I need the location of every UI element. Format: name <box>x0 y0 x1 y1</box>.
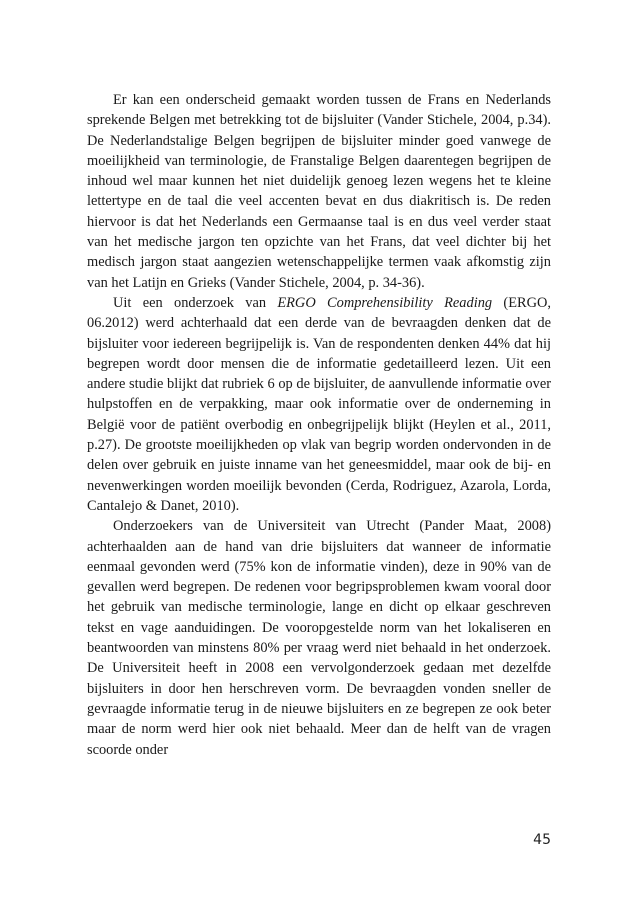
paragraph-2-intro: Uit een onderzoek van <box>113 294 278 311</box>
paragraph-2 <box>87 293 551 516</box>
page-body <box>87 90 551 760</box>
paragraph-3: Onderzoekers van de Universiteit van Utrecht (Pander Maat, 2008) achterhaalden aan de hand van drie bijsluiters dat wanneer de informatie eenmaal gevonden werd (75% kon de informatie vinden), deze in 90% van de gevallen werd begrepen. De redenen voor begripsproblemen kwam vooral door het gebruik van medische terminologie, lange en dicht op elkaar geschreven tekst en vage aanduidingen. De vooropgestelde norm van het lokaliseren en beantwoorden van minstens 80% per vraag werd niet behaald in het onderzoek. De Universiteit heeft in 2008 een vervolgonderzoek gedaan met dezelfde bijsluiters in door hen herschreven vorm. De bevraagden vonden sneller de gevraagde informatie terug in de nieuwe bijsluiters en ze begrepen ze ook beter maar de norm werd hier ook niet behaald. Meer dan de helft van de vragen scoorde onder <box>87 518 551 758</box>
study-title: ERGO Comprehensibility Reading <box>277 294 493 311</box>
paragraph-1: Er kan een onderscheid gemaakt worden tussen de Frans en Nederlands sprekende Belgen met betrekking tot de bijsluiter (Vander Stichele, 2004, p.34). De Nederlandstalige Belgen begrijpen de bijsluiter minder goed vanwege de moeilijkheid van terminologie, de Franstalige Belgen daarentegen begrijpen de inhoud wel maar kunnen het niet duidelijk genoeg lezen wegens het te kleine lettertype en de taal die veel accenten bevat en dus diakritisch is. De reden hiervoor is dat het Nederlands een Germaanse taal is en dus veel verder staat van het medische jargon ten opzichte van het Frans, dat veel dichter bij het medisch jargon staat aangezien wetenschappelijke termen vaak afkomstig zijn van het Latijn en Grieks (Vander Stichele, 2004, p. 34-36). <box>87 92 551 291</box>
paragraph-2-body: (ERGO, 06.2012) werd achterhaald dat een derde van de bevraagden denken dat de bijsluiter voor iedereen begrijpelijk is. Van de respondenten denken 44% dat hij begrepen wordt door mensen die de informatie gedetailleerd lezen. Uit een andere studie blijkt dat rubriek 6 op de bijsluiter, de aanvullende informatie over hulpstoffen en de verpakking, maar ook informatie over de onderneming in België voor de patiënt overbodig en onbegrijpelijk blijkt (Heylen et al., 2011, p.27). De grootste moeilijkheden op vlak van begrip worden ondervonden in de delen over gebruik en juiste inname van het geneesmiddel, maar ook de bij- en nevenwerkingen worden moeilijk bevonden (Cerda, Rodriguez, Azarola, Lorda, Cantalejo & Danet, 2010). <box>87 294 551 514</box>
page-number: 45 <box>533 832 551 848</box>
